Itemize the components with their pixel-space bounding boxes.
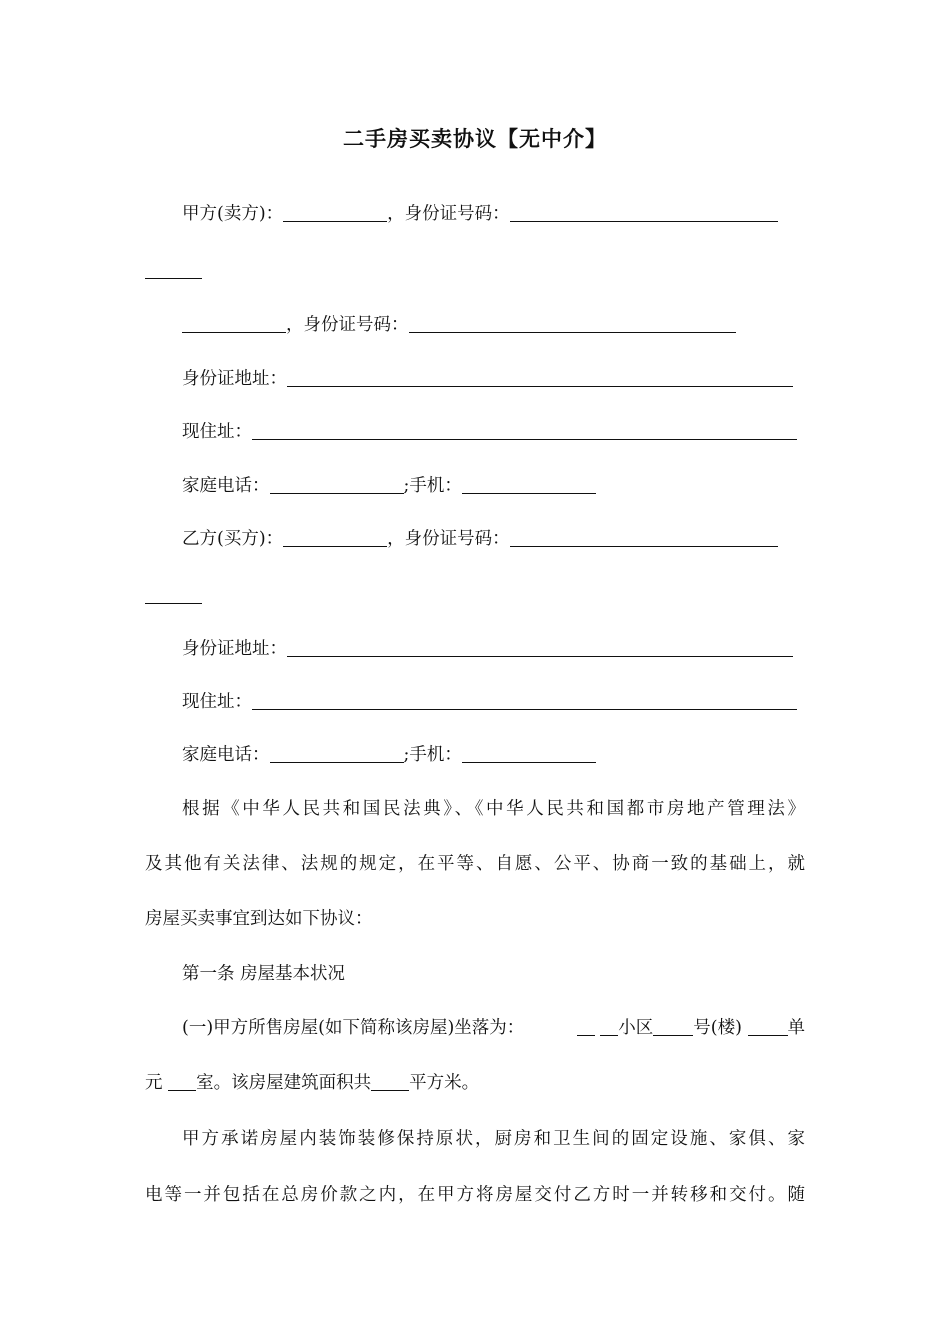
party-a-id-address-line [182,367,793,391]
article-1-para-1-line-1 [182,1016,805,1040]
preamble-line-1: 根据《中华人民共和国民法典》、《中华人民共和国都市房地产管理法》 [182,799,805,819]
location-field-1[interactable] [577,1017,595,1036]
party-a-home-phone-field[interactable] [270,475,404,494]
party-a-current-address-line [182,420,797,444]
party-a-current-address-field[interactable] [252,421,797,440]
party-b-id-field-continued[interactable] [145,603,202,604]
party-a-home-phone-label: 家庭电话： [182,476,270,496]
party-a-id-label: ，身份证号码： [387,204,510,224]
room-number-field[interactable] [168,1072,196,1091]
party-a-id-label-2: ，身份证号码： [286,315,409,335]
page-title: 二手房买卖协议【无中介】 [343,126,607,151]
party-b-id-label: ，身份证号码： [387,529,510,549]
party-a-mobile-field[interactable] [462,475,596,494]
area-unit-label: 平方米。 [409,1073,480,1093]
party-b-home-phone-field[interactable] [270,744,404,763]
party-a-line [182,202,778,226]
preamble-line-3: 房屋买卖事宜到达如下协议： [145,909,373,929]
party-a-mobile-label: ;手机： [403,476,462,496]
party-b-mobile-label: ;手机： [403,745,462,765]
party-a-phone-line [182,474,596,498]
party-b-phone-line [182,743,596,767]
article-1-para-2-line-2: 电等一并包括在总房价款之内，在甲方将房屋交付乙方时一并转移和交付。随 [145,1185,805,1205]
location-field-2[interactable] [600,1017,618,1036]
party-b-id-address-field[interactable] [287,638,793,657]
building-label: 号(楼) [693,1018,742,1038]
party-b-name-field[interactable] [283,528,387,547]
party-b-mobile-field[interactable] [462,744,596,763]
article-1-para-1-line-2 [145,1071,479,1095]
unit-number-field[interactable] [748,1017,788,1036]
party-b-current-address-field[interactable] [252,691,797,710]
party-a-second-name-field[interactable] [182,314,286,333]
unit-label: 单 [787,1018,805,1038]
area-label: 室。该房屋建筑面积共 [196,1073,372,1093]
party-a-id-address-label: 身份证地址： [182,369,287,389]
party-a-id-field[interactable] [510,203,778,222]
property-location-label: (一)甲方所售房屋(如下简称该房屋)坐落为： [182,1018,525,1038]
preamble-line-2: 及其他有关法律、法规的规定，在平等、自愿、公平、协商一致的基础上，就 [145,854,805,874]
party-a-second-id-field[interactable] [409,314,736,333]
party-a-current-address-label: 现住址： [182,422,252,442]
area-field[interactable] [371,1072,409,1091]
party-a-second-line [182,313,736,337]
party-b-id-address-label: 身份证地址： [182,639,287,659]
party-a-label: 甲方(卖方)： [182,204,284,224]
party-b-id-field[interactable] [510,528,778,547]
party-b-home-phone-label: 家庭电话： [182,745,270,765]
unit-label-cont: 元 [145,1073,163,1093]
party-b-id-address-line [182,637,793,661]
article-1-para-2-line-1: 甲方承诺房屋内装饰装修保持原状，厨房和卫生间的固定设施、家俱、家 [182,1129,805,1149]
party-a-name-field[interactable] [283,203,387,222]
building-number-field[interactable] [653,1017,693,1036]
party-b-label: 乙方(买方)： [182,529,284,549]
article-1-heading: 第一条 房屋基本状况 [182,964,346,984]
party-a-id-field-continued[interactable] [145,278,202,279]
community-label: 小区 [618,1018,654,1038]
party-b-current-address-line [182,690,797,714]
party-b-line [182,527,778,551]
party-b-current-address-label: 现住址： [182,692,252,712]
party-a-id-address-field[interactable] [287,368,793,387]
